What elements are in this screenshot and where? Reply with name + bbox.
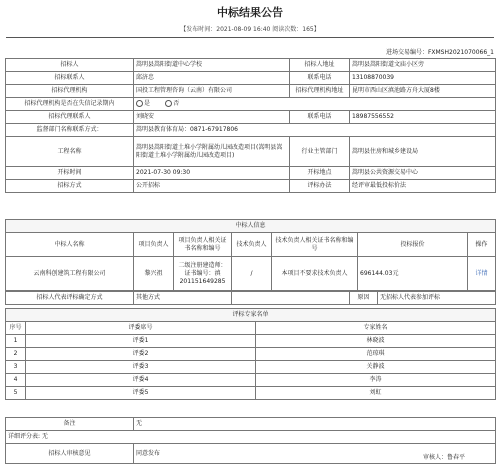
expert-role: 评委4 [26, 374, 256, 387]
contact-label: 招标联系人 [6, 72, 134, 85]
contact-value: 邱济忠 [134, 72, 290, 85]
divider [6, 37, 494, 38]
dept-value: 嵩明县住房和城乡建设局 [350, 137, 496, 167]
agency-label: 招标代理机构 [6, 85, 134, 98]
table-row [6, 374, 496, 387]
record-options [134, 98, 496, 111]
winner-col-tech-cert: 技术负责人相关证书名称和编号 [272, 233, 358, 257]
project-value: 嵩明县嵩阳街道土堆小学附属幼儿园改造项目(嵩明县嵩阳街道土堆小学附属幼儿园改造项目) [134, 137, 290, 167]
eval-label: 评标办法 [290, 180, 350, 193]
phone-value: 13108870039 [350, 72, 496, 85]
winner-tech: / [232, 257, 272, 291]
expert-name: 范琼琪 [256, 348, 496, 361]
project-label: 工程名称 [6, 137, 134, 167]
supervisor-value: 嵩明县教育体育局：0871-67917806 [134, 124, 496, 137]
table-row [6, 387, 496, 400]
winner-col-price: 投标报价 [358, 233, 468, 257]
reason-value: 无招标人代表参加评标 [378, 292, 496, 305]
winner-pm: 黎兴祖 [134, 257, 174, 291]
notes-table [5, 417, 496, 464]
expert-role: 评委3 [26, 361, 256, 374]
winner-section-title: 中标人信息 [6, 220, 496, 233]
page-title: 中标结果公告 [217, 6, 283, 19]
record-label: 招标代理机构是否在失信记录期内 [6, 98, 134, 111]
experts-table [5, 308, 496, 400]
winner-col-pm-cert: 项目负责人相关证书名称和编号 [174, 233, 232, 257]
detail-score: 详细评分表: 无 [6, 431, 496, 444]
expert-no: 3 [6, 361, 26, 374]
approval-value: 同意发布 [136, 449, 161, 457]
eval-value: 经评审最低投标价法 [350, 180, 496, 193]
expert-name: 关静波 [256, 361, 496, 374]
agency-addr-label: 招标代理机构地址 [290, 85, 350, 98]
open-time-label: 开标时间 [6, 167, 134, 180]
winner-col-tech: 技术负责人 [232, 233, 272, 257]
expert-name: 刘虹 [256, 387, 496, 400]
expert-no: 5 [6, 387, 26, 400]
note-value: 无 [134, 418, 496, 431]
confirm-value: 其他方式 [134, 292, 232, 305]
reviewer: 审核人：鲁春平 [422, 454, 465, 461]
winner-price: 696144.03元 [358, 257, 468, 291]
basic-info-table [5, 58, 496, 193]
winner-name: 云南科创建筑工程有限公司 [6, 257, 134, 291]
agent-phone-value: 18987556552 [350, 111, 496, 124]
transaction-number: 进场交易编号：FXMSH2021070066_1 [385, 49, 494, 56]
experts-col-name: 专家姓名 [256, 322, 496, 335]
confirm-label: 招标人代表评标确定方式 [6, 292, 134, 305]
radio-no[interactable] [165, 100, 172, 107]
winner-table [5, 219, 496, 291]
dept-label: 行业主管部门 [290, 137, 350, 167]
winner-tech-cert: 本项目不要求技术负责人 [272, 257, 358, 291]
winner-pm-cert: 二级注册建造师：证书编号：滇201151649285 [174, 257, 232, 291]
agency-addr-value: 昆明市西山区滇池路方舟大厦8楼 [350, 85, 496, 98]
open-place-label: 开标地点 [290, 167, 350, 180]
announcement-page [0, 6, 500, 471]
agent-value: 刘晓安 [134, 111, 290, 124]
experts-col-no: 序号 [6, 322, 26, 335]
radio-yes-label: 是 [144, 100, 151, 107]
expert-role: 评委1 [26, 335, 256, 348]
agent-phone-label: 联系电话 [290, 111, 350, 124]
approval-cell [134, 444, 496, 464]
expert-role: 评委2 [26, 348, 256, 361]
expert-no: 1 [6, 335, 26, 348]
expert-name: 林晓波 [256, 335, 496, 348]
winner-col-name: 中标人名称 [6, 233, 134, 257]
publish-meta: 【发布时间：2021-08-09 16:40 阅读次数：165】 [180, 26, 320, 33]
radio-yes[interactable] [136, 100, 143, 107]
expert-name: 李涛 [256, 374, 496, 387]
tenderer-addr-label: 招标人地址 [290, 59, 350, 72]
agency-value: 国投工程管理咨询（云南）有限公司 [134, 85, 290, 98]
reason-label: 原因 [350, 292, 378, 305]
open-place-value: 嵩明县公共资源交易中心 [350, 167, 496, 180]
table-row [6, 361, 496, 374]
note-label: 备注 [6, 418, 134, 431]
experts-col-role: 评委席号 [26, 322, 256, 335]
tenderer-addr-value: 嵩明县嵩阳街道文庙小区旁 [350, 59, 496, 72]
table-row [6, 348, 496, 361]
expert-no: 2 [6, 348, 26, 361]
approval-label: 招标人审核意见 [6, 444, 134, 464]
method-value: 公开招标 [134, 180, 290, 193]
winner-col-op: 操作 [468, 233, 496, 257]
supervisor-label: 监督部门名称联系方式： [6, 124, 134, 137]
tenderer-label: 招标人 [6, 59, 134, 72]
experts-section-title: 评标专家名单 [6, 309, 496, 322]
open-time-value: 2021-07-30 09:30 [134, 167, 290, 180]
method-label: 招标方式 [6, 180, 134, 193]
tenderer-value: 嵩明县嵩阳街道中心学校 [134, 59, 290, 72]
phone-label: 联系电话 [290, 72, 350, 85]
winner-col-pm: 项目负责人 [134, 233, 174, 257]
confirm-table [5, 291, 496, 305]
expert-role: 评委5 [26, 387, 256, 400]
expert-no: 4 [6, 374, 26, 387]
winner-detail-link[interactable]: 详情 [468, 257, 496, 291]
table-row [6, 335, 496, 348]
radio-no-label: 否 [173, 100, 180, 107]
agent-label: 招标代理联系人 [6, 111, 134, 124]
